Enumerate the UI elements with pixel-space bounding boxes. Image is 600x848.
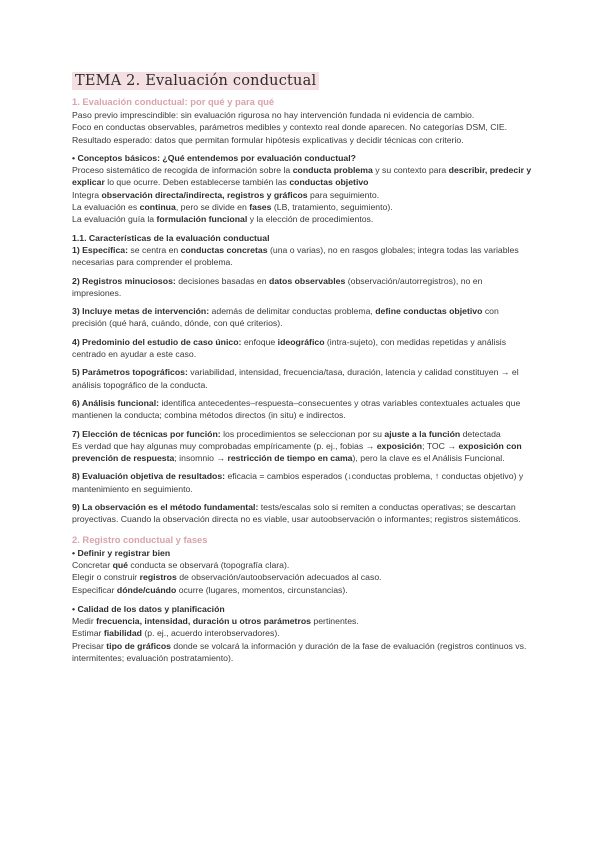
list-item: 2) Registros minuciosos: decisiones basadas en datos observables (observación/autorregistros), no en impresiones. bbox=[72, 275, 483, 298]
paragraph: Concretar qué conducta se observará (topografía clara). bbox=[72, 559, 290, 570]
list-item: 7) Elección de técnicas por función: los procedimientos se seleccionan por su ajuste a la función detectada bbox=[72, 428, 501, 439]
page-title: TEMA 2. Evaluación conductual bbox=[72, 72, 319, 90]
paragraph: Resultado esperado: datos que permitan formular hipótesis explicativas y decidir técnicas con criterio. bbox=[72, 134, 464, 145]
list-item: 4) Predominio del estudio de caso único: enfoque ideográfico (intra-sujeto), con medidas repetidas y análisis centrado en ayudar a este caso. bbox=[72, 336, 507, 360]
paragraph: Medir frecuencia, intensidad, duración u otros parámetros pertinentes. bbox=[72, 616, 359, 627]
list-item: 8) Evaluación objetiva de resultados: eficacia = cambios esperados (↓conductas problema, ↑ conductas objetivo) y mantenimiento en seguimiento. bbox=[72, 471, 524, 494]
paragraph: Estimar fiabilidad (p. ej., acuerdo interobservadores). bbox=[72, 628, 280, 639]
paragraph: Precisar tipo de gráficos donde se volcará la información y duración de la fase de evaluación (registros continuos vs. intermitentes; evaluación postratamiento). bbox=[72, 640, 527, 663]
paragraph: Elegir o construir registros de observación/autoobservación adecuados al caso. bbox=[72, 572, 382, 583]
subheading-calidad: • Calidad de los datos y planificación bbox=[72, 603, 225, 614]
section-heading-1: 1. Evaluación conductual: por qué y para qué bbox=[72, 96, 275, 107]
paragraph: La evaluación guía la formulación funcional y la elección de procedimientos. bbox=[72, 214, 374, 225]
list-item: 6) Análisis funcional: identifica antecedentes–respuesta–consecuentes y otras variables contextuales actuales que mantienen la conducta; combina métodos directos (in situ) e indirectos. bbox=[72, 397, 521, 421]
paragraph: Es verdad que hay algunas muy comprobadas empíricamente (p. ej., fobias → exposición; TOC → exposición con prevención de respuesta; insomnio → restricción de tiempo en cama), pero la clave es el Análisis Funcional. bbox=[72, 440, 522, 464]
list-item: 5) Parámetros topográficos: variabilidad, intensidad, frecuencia/tasa, duración, latencia y calidad constituyen → el análisis topográfico de la conducta. bbox=[72, 367, 519, 390]
paragraph: Proceso sistemático de recogida de información sobre la conducta problema y su contexto para describir, predecir y explicar lo que ocurre. Deben establecerse también las conductas objetivo bbox=[72, 165, 532, 188]
list-item: 9) La observación es el método fundamental: tests/escalas solo si remiten a conductas operativas; se descartan proyectivas. Cuando la observación directa no es viable, usar autoobservación o informantes; registros sistemáticos. bbox=[72, 502, 521, 525]
list-item: 3) Incluye metas de intervención: además de delimitar conductas problema, define conductas objetivo con precisión (qué hará, cuándo, dónde, con qué criterios). bbox=[72, 306, 499, 329]
document-content bbox=[72, 72, 534, 664]
subheading-conceptos: • Conceptos básicos: ¿Qué entendemos por evaluación conductual? bbox=[72, 152, 356, 163]
paragraph: Paso previo imprescindible: sin evaluación rigurosa no hay intervención fundada ni evidencia de cambio. bbox=[72, 110, 475, 120]
subheading-caracteristicas: 1.1. Características de la evaluación conductual bbox=[72, 232, 270, 243]
paragraph: La evaluación es continua, pero se divide en fases (LB, tratamiento, seguimiento). bbox=[72, 202, 393, 213]
paragraph: Integra observación directa/indirecta, registros y gráficos para seguimiento. bbox=[72, 189, 380, 200]
list-item: 1) Específica: se centra en conductas concretas (una o varias), no en rasgos globales; integra todas las variables necesarias para comprender el problema. bbox=[72, 244, 519, 268]
section-heading-2: 2. Registro conductual y fases bbox=[72, 533, 208, 545]
paragraph: Especificar dónde/cuándo ocurre (lugares, momentos, circunstancias). bbox=[72, 584, 348, 595]
paragraph: Foco en conductas observables, parámetros medibles y contexto real donde aparecen. No categorías DSM, CIE. bbox=[72, 122, 508, 133]
subheading-definir: • Definir y registrar bien bbox=[72, 547, 171, 558]
